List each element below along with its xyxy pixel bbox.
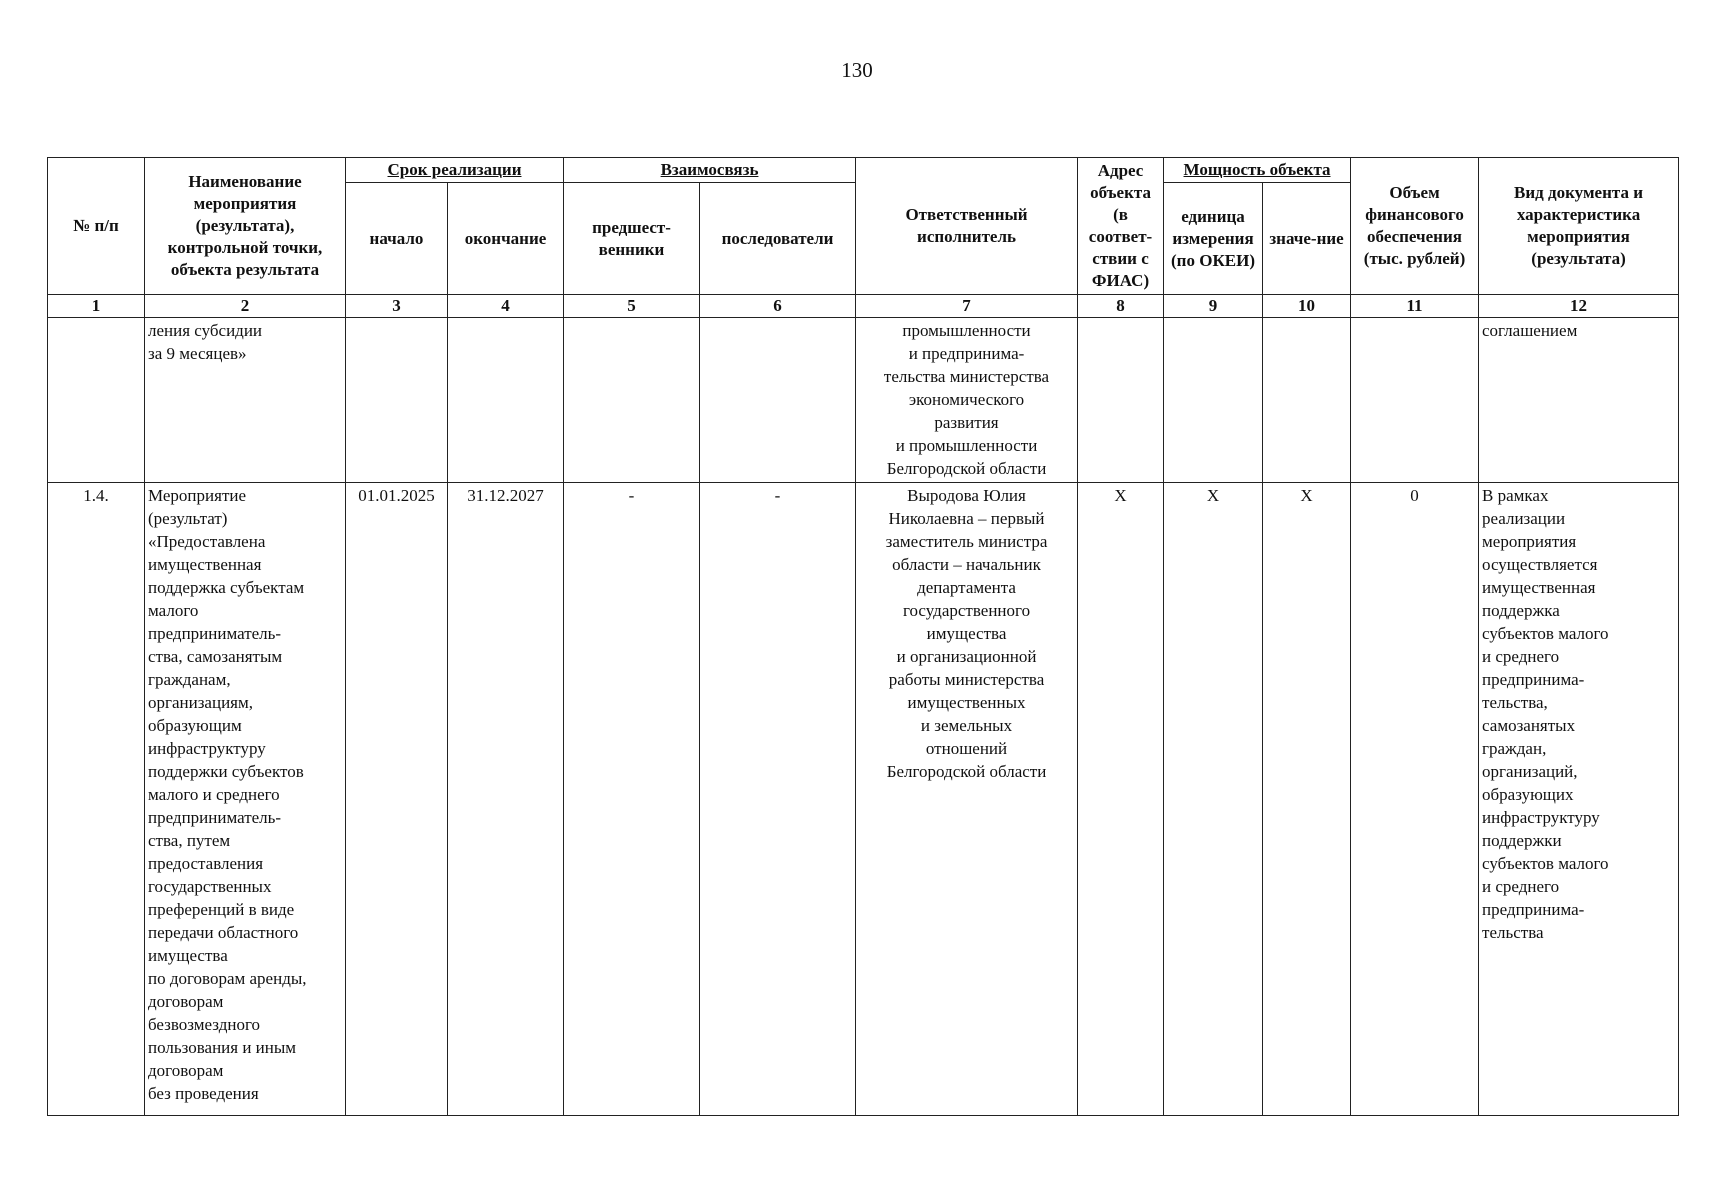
- cell-end: 31.12.2027: [448, 483, 564, 1116]
- cell-executor: промышленности и предпринима- тельства министерства экономического развития и промышленности Белгородской области: [856, 318, 1078, 483]
- cell-successors: [700, 318, 856, 483]
- column-number: 10: [1263, 295, 1351, 318]
- column-number: 8: [1078, 295, 1164, 318]
- cell-successors: -: [700, 483, 856, 1116]
- cell-end: [448, 318, 564, 483]
- column-number: 9: [1164, 295, 1263, 318]
- cell-predecessors: -: [564, 483, 700, 1116]
- header-document: Вид документа и характеристика мероприятия (результата): [1479, 158, 1679, 295]
- cell-funding: 0: [1351, 483, 1479, 1116]
- column-number: 2: [145, 295, 346, 318]
- header-executor: Ответственный исполнитель: [856, 158, 1078, 295]
- header-num: № п/п: [48, 158, 145, 295]
- cell-unit: X: [1164, 483, 1263, 1116]
- column-number: 12: [1479, 295, 1679, 318]
- cell-num: 1.4.: [48, 483, 145, 1116]
- header-unit: единица измерения (по ОКЕИ): [1164, 183, 1263, 295]
- column-number: 6: [700, 295, 856, 318]
- column-number: 3: [346, 295, 448, 318]
- table-row-1-4: [48, 483, 1679, 1116]
- header-start: начало: [346, 183, 448, 295]
- cell-executor: Выродова Юлия Николаевна – первый заместитель министра области – начальник департамента государственного имущества и организационной работы министерства имущественных и земельных отношений Белгородской области: [856, 483, 1078, 1116]
- cell-document: В рамках реализации мероприятия осуществляется имущественная поддержка субъектов малого и среднего предпринима- тельства, самозанятых граждан, организаций, образующих инфраструктуру поддержки субъектов малого и среднего предпринима- тельства: [1479, 483, 1679, 1116]
- header-term-group: Срок реализации: [346, 158, 564, 183]
- header-name: Наименование мероприятия (результата), контрольной точки, объекта результата: [145, 158, 346, 295]
- column-number: 4: [448, 295, 564, 318]
- cell-funding: [1351, 318, 1479, 483]
- header-value: значе-ние: [1263, 183, 1351, 295]
- cell-unit: [1164, 318, 1263, 483]
- cell-address: X: [1078, 483, 1164, 1116]
- cell-name: Мероприятие (результат) «Предоставлена имущественная поддержка субъектам малого предприниматель- ства, самозанятым гражданам, организациям, образующим инфраструктуру поддержки субъектов малого и среднего предприниматель- ства, путем предоставления государственных преференций в виде передачи областного имущества по договорам аренды, договорам безвозмездного пользования и иным договорам без проведения: [145, 483, 346, 1116]
- cell-name: ления субсидии за 9 месяцев»: [145, 318, 346, 483]
- column-numbers-row: [48, 295, 1679, 318]
- cell-predecessors: [564, 318, 700, 483]
- header-address: Адрес объекта (в соответ-ствии с ФИАС): [1078, 158, 1164, 295]
- header-end: окончание: [448, 183, 564, 295]
- cell-value: X: [1263, 483, 1351, 1116]
- cell-start: 01.01.2025: [346, 483, 448, 1116]
- column-number: 7: [856, 295, 1078, 318]
- measures-table: [47, 157, 1679, 1116]
- header-predecessors: предшест-венники: [564, 183, 700, 295]
- page-number: 130: [841, 58, 873, 82]
- header-row-top: [48, 158, 1679, 183]
- column-number: 1: [48, 295, 145, 318]
- column-number: 11: [1351, 295, 1479, 318]
- header-successors: последователи: [700, 183, 856, 295]
- cell-value: [1263, 318, 1351, 483]
- cell-address: [1078, 318, 1164, 483]
- cell-document: соглашением: [1479, 318, 1679, 483]
- cell-start: [346, 318, 448, 483]
- table-row-continuation: [48, 318, 1679, 483]
- header-link-group: Взаимосвязь: [564, 158, 856, 183]
- header-funding: Объем финансового обеспечения (тыс. рублей): [1351, 158, 1479, 295]
- column-number: 5: [564, 295, 700, 318]
- cell-num: [48, 318, 145, 483]
- header-capacity-group: Мощность объекта: [1164, 158, 1351, 183]
